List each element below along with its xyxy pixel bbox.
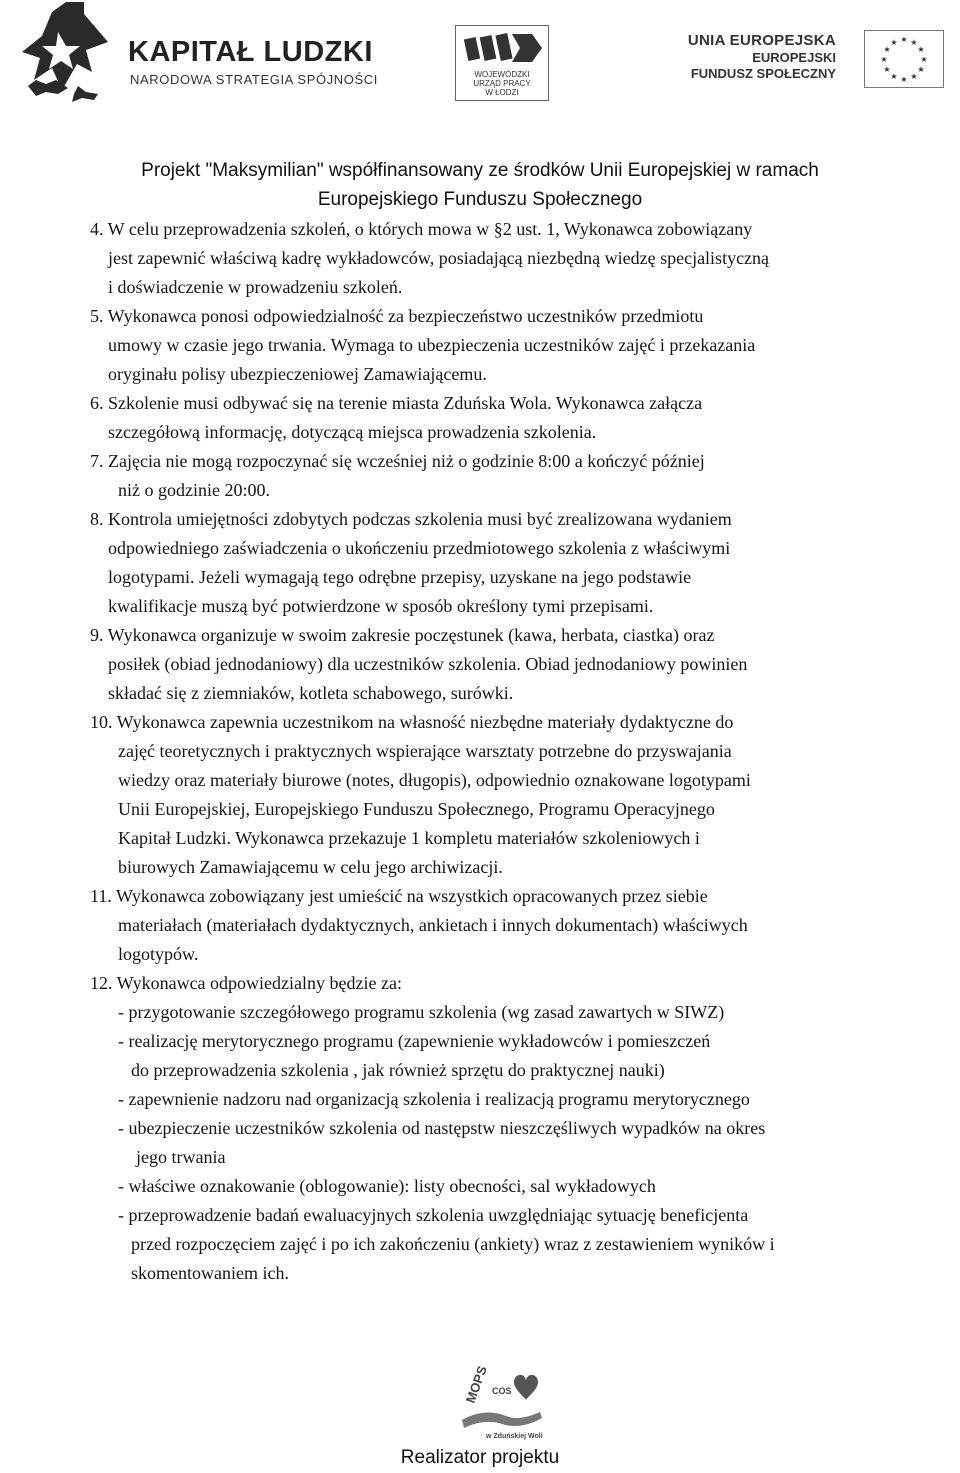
- svg-text:★: ★: [910, 38, 918, 47]
- text-line: 8. Kontrola umiejętności zdobytych podczas szkolenia musi być zrealizowana wydaniem: [90, 509, 732, 529]
- text-line: kwalifikacje muszą być potwierdzone w sposób określony tymi przepisami.: [108, 596, 654, 616]
- svg-text:★: ★: [880, 55, 888, 64]
- text-line: skomentowaniem ich.: [131, 1263, 289, 1283]
- text-line: do przeprowadzenia szkolenia , jak również sprzętu do praktycznej nauki): [131, 1060, 665, 1080]
- text-line: materiałach (materiałach dydaktycznych, ankietach i innych dokumentach) właściwych: [118, 915, 748, 935]
- text-line: niż o godzinie 20:00.: [118, 480, 270, 500]
- mops-logo-top-text: MOPS: [462, 1363, 490, 1406]
- mops-logo: [452, 1360, 550, 1442]
- svg-text:★: ★: [883, 45, 891, 54]
- svg-text:★: ★: [917, 45, 925, 54]
- wup-line2: URZĄD PRACY: [473, 79, 531, 88]
- text-line: odpowiedniego zaświadczenia o ukończeniu przedmiotowego szkolenia z właściwymi: [108, 538, 731, 558]
- mops-logo-mid-text: COS: [492, 1386, 512, 1396]
- eu-flag-icon: [864, 30, 944, 88]
- kapital-ludzki-logo: [22, 2, 378, 108]
- text-line: - zapewnienie nadzoru nad organizacją szkolenia i realizacją programu merytorycznego: [118, 1089, 750, 1109]
- kapital-ludzki-star-icon: [22, 2, 108, 108]
- text-line: biurowych Zamawiającemu w celu jego archiwizacji.: [118, 857, 503, 877]
- text-line: składać się z ziemniaków, kotleta schabowego, surówki.: [108, 683, 514, 703]
- project-heading-line1: Projekt "Maksymilian" współfinansowany ze środków Unii Europejskiej w ramach: [141, 160, 819, 181]
- svg-text:★: ★: [883, 65, 891, 74]
- wup-arrow-icon: [462, 30, 542, 66]
- svg-text:★: ★: [890, 38, 898, 47]
- text-line: zajęć teoretycznych i praktycznych wspierające warsztaty potrzebne do przyswajania: [118, 741, 732, 761]
- text-line: 4. W celu przeprowadzenia szkoleń, o których mowa w §2 ust. 1, Wykonawca zobowiązany: [90, 219, 753, 239]
- wup-logo: [455, 25, 549, 101]
- text-line: jego trwania: [136, 1147, 226, 1167]
- kapital-ludzki-subtitle: NARODOWA STRATEGIA SPÓJNOŚCI: [130, 72, 378, 87]
- text-line: przed rozpoczęciem zajęć i po ich zakończeniu (ankiety) wraz z zestawieniem wyników i: [131, 1234, 775, 1254]
- kapital-ludzki-title: KAPITAŁ LUDZKI: [128, 36, 373, 68]
- ue-efs-logo: [687, 30, 944, 100]
- svg-text:★: ★: [890, 72, 898, 81]
- text-line: posiłek (obiad jednodaniowy) dla uczestników szkolenia. Obiad jednodaniowy powinien: [108, 654, 748, 674]
- wup-line1: WOJEWÓDZKI: [474, 70, 530, 79]
- text-line: 6. Szkolenie musi odbywać się na terenie miasta Zduńska Wola. Wykonawca załącza: [90, 393, 703, 413]
- text-line: i doświadczenie w prowadzeniu szkoleń.: [108, 277, 403, 297]
- text-line: logotypów.: [118, 944, 199, 964]
- text-line: 5. Wykonawca ponosi odpowiedzialność za bezpieczeństwo uczestników przedmiotu: [90, 306, 704, 326]
- svg-text:★: ★: [900, 35, 908, 44]
- text-line: oryginału polisy ubezpieczeniowej Zamawiającemu.: [108, 364, 487, 384]
- project-heading-line2: Europejskiego Funduszu Społecznego: [317, 189, 643, 210]
- svg-text:★: ★: [900, 75, 908, 84]
- ue-line2: EUROPEJSKI: [752, 50, 836, 65]
- hand-icon: [462, 1412, 542, 1428]
- text-line: umowy w czasie jego trwania. Wymaga to ubezpieczenia uczestników zajęć i przekazania: [108, 335, 756, 355]
- text-line: Unii Europejskiej, Europejskiego Funduszu Społecznego, Programu Operacyjnego: [118, 799, 715, 819]
- text-line: 12. Wykonawca odpowiedzialny będzie za:: [90, 973, 402, 993]
- ue-line1: UNIA EUROPEJSKA: [687, 32, 836, 49]
- ue-line3: FUNDUSZ SPOŁECZNY: [690, 66, 836, 81]
- svg-text:★: ★: [917, 65, 925, 74]
- text-line: 7. Zajęcia nie mogą rozpoczynać się wcześniej niż o godzinie 8:00 a kończyć później: [90, 451, 705, 471]
- svg-text:★: ★: [920, 55, 928, 64]
- text-line: wiedzy oraz materiały biurowe (notes, długopis), odpowiednio oznakowane logotypami: [118, 770, 751, 790]
- wup-line3: W ŁODZI: [485, 88, 519, 97]
- text-line: - przygotowanie szczegółowego programu szkolenia (wg zasad zawartych w SIWZ): [118, 1002, 725, 1022]
- text-line: - ubezpieczenie uczestników szkolenia od następstw nieszczęśliwych wypadków na okres: [118, 1118, 766, 1138]
- text-line: 10. Wykonawca zapewnia uczestnikom na własność niezbędne materiały dydaktyczne do: [90, 712, 734, 732]
- mops-logo-bottom-text: w Zduńskiej Woli: [486, 1433, 543, 1440]
- text-line: - realizację merytorycznego programu (zapewnienie wykładowców i pomieszczeń: [118, 1031, 711, 1051]
- text-line: jest zapewnić właściwą kadrę wykładowców, posiadającą niezbędną wiedzę specjalistyczną: [108, 248, 770, 268]
- realizator-label: Realizator projektu: [400, 1447, 560, 1468]
- text-line: 11. Wykonawca zobowiązany jest umieścić na wszystkich opracowanych przez siebie: [90, 886, 708, 906]
- svg-text:★: ★: [910, 72, 918, 81]
- text-line: - przeprowadzenie badań ewaluacyjnych szkolenia uwzględniając sytuację beneficjenta: [118, 1205, 749, 1225]
- text-line: szczegółową informację, dotyczącą miejsca prowadzenia szkolenia.: [108, 422, 597, 442]
- text-line: Kapitał Ludzki. Wykonawca przekazuje 1 kompletu materiałów szkoleniowych i: [118, 828, 700, 848]
- text-line: logotypami. Jeżeli wymagają tego odrębne przepisy, uzyskane na jego podstawie: [108, 567, 692, 587]
- text-line: 9. Wykonawca organizuje w swoim zakresie poczęstunek (kawa, herbata, ciastka) oraz: [90, 625, 715, 645]
- heart-icon: [514, 1375, 538, 1400]
- text-line: - właściwe oznakowanie (oblogowanie): listy obecności, sal wykładowych: [118, 1176, 656, 1196]
